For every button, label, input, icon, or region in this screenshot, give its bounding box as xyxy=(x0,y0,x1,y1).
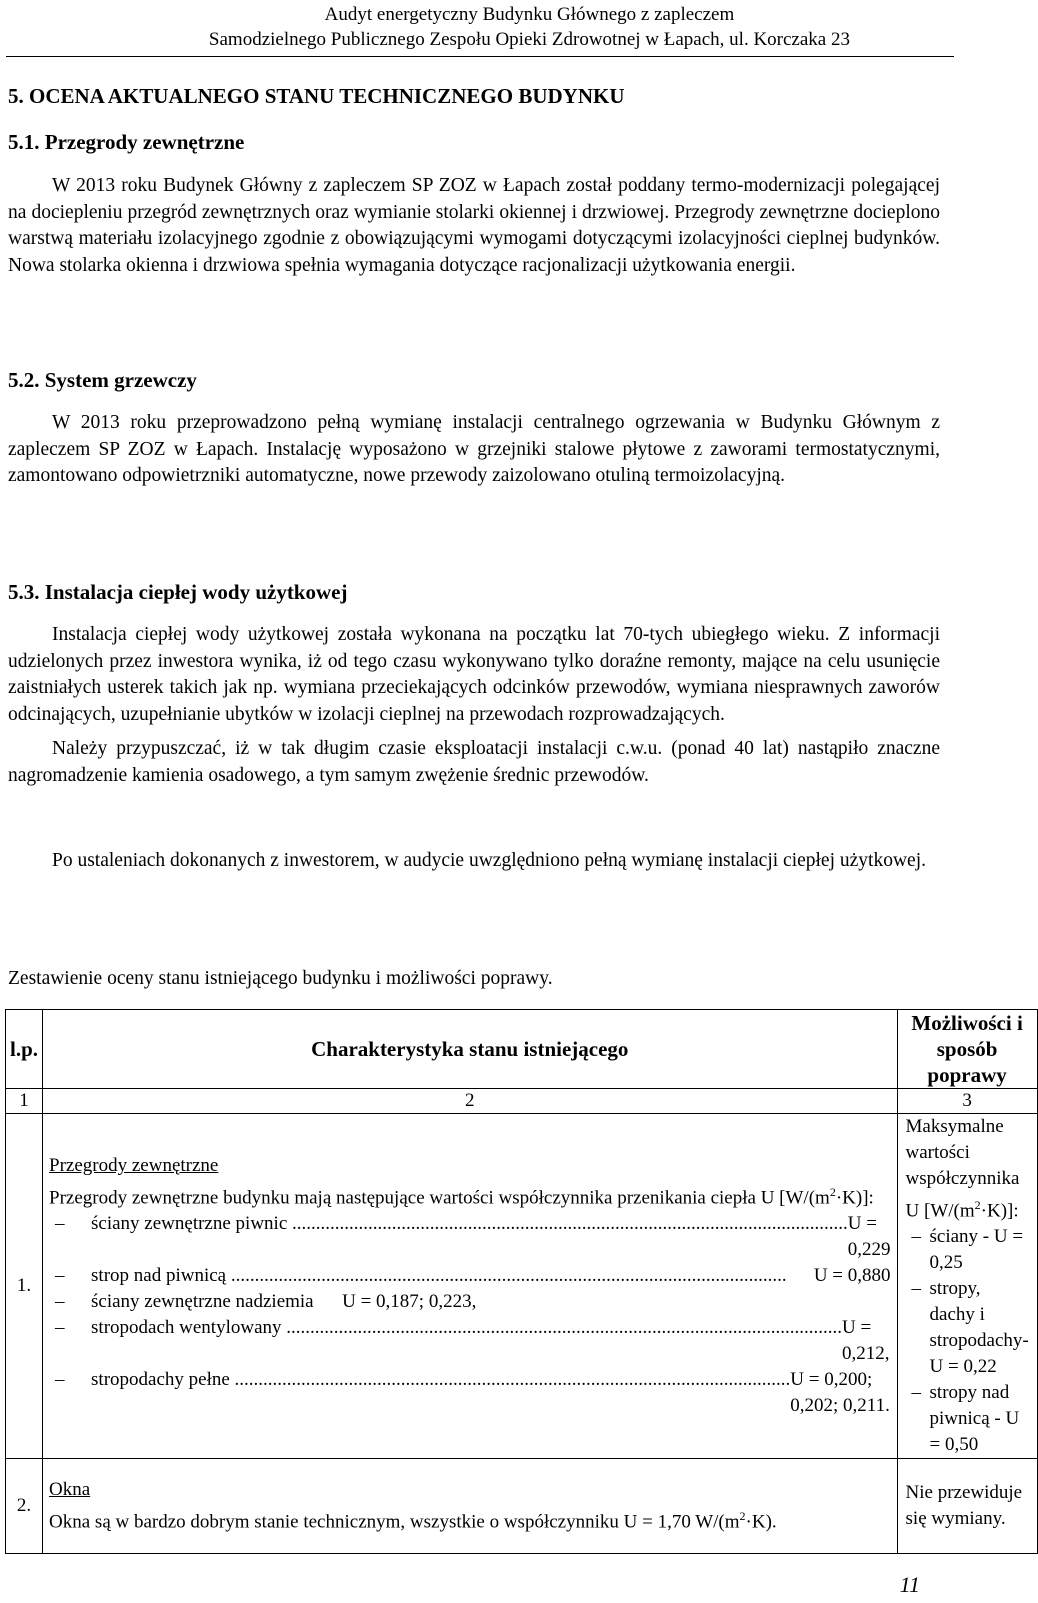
document-header xyxy=(209,2,850,52)
page-number: 11 xyxy=(899,1572,920,1597)
row-lp: 2. xyxy=(6,1459,43,1554)
section-5-3-paragraph-3: Po ustaleniach dokonanych z inwestorem, w audycie uwzględniono pełną wymianę instalacji ciepłej użytkowej. xyxy=(52,850,926,871)
improvement-cell: Nie przewiduje się wymiany. xyxy=(897,1459,1037,1554)
table-row xyxy=(6,1459,1038,1554)
column-number: 2 xyxy=(43,1089,898,1114)
improvement-cell xyxy=(897,1114,1037,1459)
row-title: Przegrody zewnętrzne xyxy=(49,1155,219,1176)
section-5-2-text: W 2013 roku przeprowadzono pełną wymianę instalacji centralnego ogrzewania w Budynku Głównym z zapleczem SP ZOZ w Łapach. Instalację wyposażono w grzejniki stalowe płytowe z zaworami termostatycznymi, zamontowano odpowietrzniki automatyczne, nowe przewody zaizolowano otuliną termoizolacyjną. xyxy=(8,412,940,486)
list-item: – stropodach wentylowany ..... U = 0,212, xyxy=(49,1315,891,1367)
section-5-2-title: 5.2. System grzewczy xyxy=(8,368,197,392)
header-rule xyxy=(6,56,954,57)
section-5-3-title: 5.3. Instalacja ciepłej wody użytkowej xyxy=(8,580,348,604)
section-5-title: 5. OCENA AKTUALNEGO STANU TECHNICZNEGO BUDYNKU xyxy=(8,84,625,108)
table-row xyxy=(6,1114,1038,1459)
current-state-cell xyxy=(43,1114,898,1459)
header-improvement: Możliwości i sposób poprawy xyxy=(897,1010,1037,1089)
list-item: – stropy nad piwnicą - U = 0,50 xyxy=(906,1380,1029,1458)
list-item: – ściany - U = 0,25 xyxy=(906,1224,1029,1276)
row-text: Okna są w bardzo dobrym stanie technicznym, wszystkie o współczynniku U = 1,70 $W/(m^2\cdot K)$. xyxy=(49,1509,777,1533)
table-header-row xyxy=(6,1010,1038,1089)
row-intro: Przegrody zewnętrzne budynku mają następujące wartości współczynnika przenikania ciepła U $[W/(m^2\cdot K)]$: xyxy=(49,1185,874,1209)
max-values-title: Maksymalne wartości współczynnika U $[W/(m^2\cdot K)]$: xyxy=(905,1116,1020,1222)
header-line-1: Audyt energetyczny Budynku Głównego z zapleczem xyxy=(324,4,735,25)
row-lp: 1. xyxy=(6,1114,43,1459)
list-item: – stropodachy pełne ..... U = 0,200; 0,202; 0,211. xyxy=(49,1367,891,1419)
list-item: – stropy, dachy i stropodachy- U = 0,22 xyxy=(906,1276,1029,1380)
column-number: 3 xyxy=(897,1089,1037,1114)
column-number-row xyxy=(6,1089,1038,1114)
row-title: Okna xyxy=(49,1479,91,1501)
header-current-state: Charakterystyka stanu istniejącego xyxy=(43,1010,898,1089)
section-5-1-title: 5.1. Przegrody zewnętrzne xyxy=(8,130,245,154)
section-5-3-paragraph-2: Należy przypuszczać, iż w tak długim czasie eksploatacji instalacji c.w.u. (ponad 40 lat) nastąpiło znaczne nagromadzenie kamienia osadowego, a tym samym zwężenie średnic przewodów. xyxy=(8,738,940,786)
header-line-2: Samodzielnego Publicznego Zespołu Opieki Zdrowotnej w Łapach, ul. Korczaka 23 xyxy=(208,29,850,50)
list-item: – ściany zewnętrzne nadziemia U = 0,187; 0,223, xyxy=(49,1289,891,1315)
current-state-cell xyxy=(43,1459,898,1554)
table-caption: Zestawienie oceny stanu istniejącego budynku i możliwości poprawy. xyxy=(8,968,553,989)
list-item: – ściany zewnętrzne piwnic ..... U = 0,229 xyxy=(49,1211,891,1263)
header-lp: l.p. xyxy=(6,1010,43,1089)
section-5-3-paragraph-1: Instalacja ciepłej wody użytkowej została wykonana na początku lat 70-tych ubiegłego wieku. Z informacji udzielonych przez inwestora wynika, iż od tego czasu wykonywano tylko doraźne remonty, mające na celu usunięcie zaistniałych usterek takich jak np. wymiana przeciekających odcinków przewodów, wymiana niesprawnych zaworów odcinających, uzupełnianie ubytków w izolacji cieplnej na przewodach rozprowadzających. xyxy=(8,624,940,725)
assessment-table xyxy=(5,1009,1038,1554)
column-number: 1 xyxy=(6,1089,43,1114)
section-5-1-text: W 2013 roku Budynek Główny z zapleczem SP ZOZ w Łapach został poddany termo-modernizacji polegającej na dociepleniu przegród zewnętrznych oraz wymianie stolarki okiennej i drzwiowej. Przegrody zewnętrzne docieplono warstwą materiału izolacyjnego zgodnie z obowiązującymi wymogami dotyczącymi izolacyjności cieplnej budynków. Nowa stolarka okienna i drzwiowa spełnia wymagania dotyczące racjonalizacji użytkowania energii. xyxy=(8,175,940,276)
list-item: – strop nad piwnicą ..... U = 0,880 xyxy=(49,1263,891,1289)
